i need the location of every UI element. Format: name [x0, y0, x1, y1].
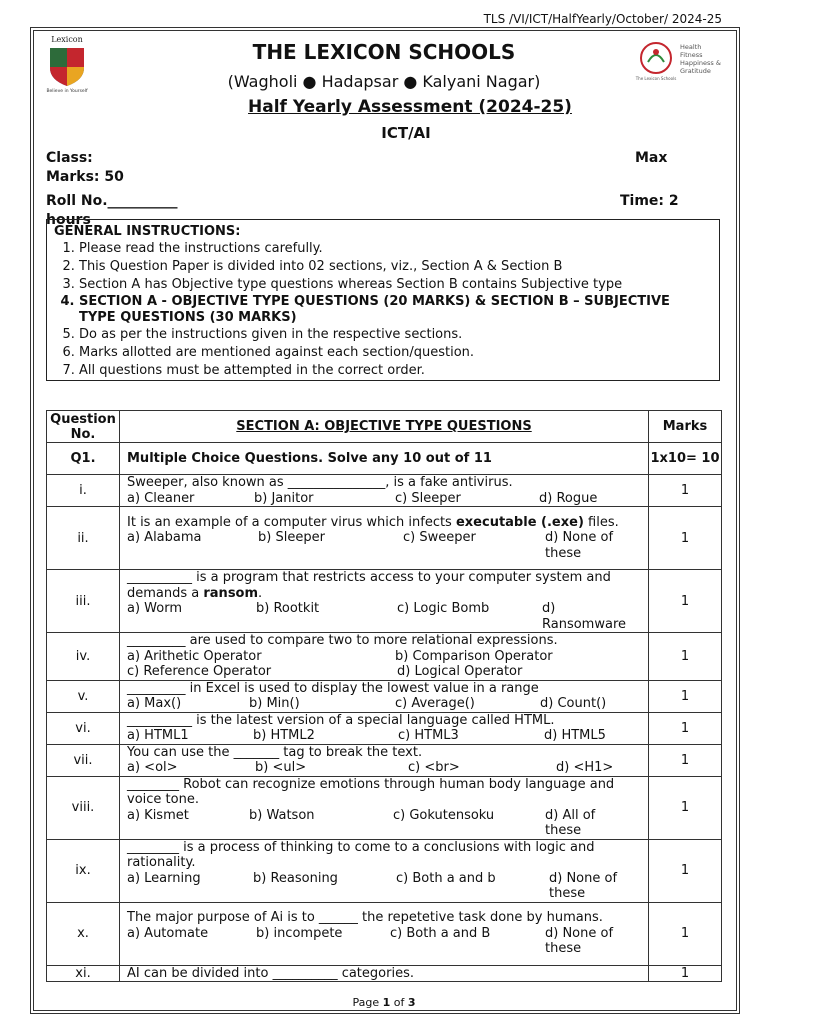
option: d) Count() — [540, 696, 607, 711]
option: c) Logic Bomb — [397, 601, 490, 616]
logo-text: Lexicon — [51, 35, 83, 44]
option: d) Logical Operator — [397, 664, 523, 679]
option: b) <ul> — [255, 760, 307, 775]
question-text: Sweeper, also known as _______________, is a fake antivirus. — [127, 475, 513, 490]
general-instructions — [46, 219, 720, 381]
question-text: AI can be divided into __________ categories. — [127, 965, 414, 981]
question-marks: 1x10= 10 — [649, 443, 722, 475]
of-word: of — [393, 996, 405, 1009]
row-marks: 1 — [649, 633, 722, 681]
options — [127, 491, 648, 507]
table-row — [47, 475, 722, 507]
question-text-emphasis: ransom — [203, 585, 259, 601]
instruction-item: 3. Section A has Objective type questions whereas Section B contains Subjective type — [79, 276, 699, 294]
options — [127, 601, 648, 632]
row-number: v. — [47, 680, 120, 712]
page-total: 3 — [407, 996, 416, 1009]
question-instruction: Multiple Choice Questions. Solve any 10 out of 11 — [120, 443, 649, 475]
option: c) Reference Operator — [127, 664, 272, 679]
option: a) <ol> — [127, 760, 178, 775]
options — [127, 808, 648, 839]
row-number: iv. — [47, 633, 120, 681]
page-word: Page — [352, 996, 380, 1009]
instructions-title: GENERAL INSTRUCTIONS: — [54, 224, 241, 239]
option: d) All of these — [545, 807, 596, 838]
option: c) Both a and b — [396, 870, 496, 886]
row-marks: 1 — [649, 680, 722, 712]
question-text-emphasis: executable (.exe) — [455, 514, 584, 530]
row-number: vii. — [47, 744, 120, 776]
row-marks: 1 — [649, 475, 722, 507]
instruction-item: 1. Please read the instructions carefully. — [79, 240, 699, 258]
marks-header: Marks — [649, 411, 722, 443]
question-text: ________ is a process of thinking to come to a conclusions with logic and rationality. — [127, 839, 595, 870]
option: a) Kismet — [127, 807, 189, 823]
section-a-header: SECTION A: OBJECTIVE TYPE QUESTIONS — [120, 411, 649, 443]
question-number: Q1. — [47, 443, 120, 475]
row-marks: 1 — [649, 744, 722, 776]
question-cell — [120, 744, 649, 776]
row-number: ii. — [47, 507, 120, 570]
question-text-part: It is an example of a computer virus which infects — [127, 514, 456, 530]
options — [127, 649, 648, 680]
option: b) HTML2 — [253, 728, 315, 743]
option: c) <br> — [408, 760, 460, 775]
table-row — [47, 744, 722, 776]
question-text: ________ Robot can recognize emotions through human body language and voice tone. — [127, 776, 615, 807]
option: c) HTML3 — [398, 728, 459, 743]
table-row — [47, 965, 722, 982]
question-cell — [120, 507, 649, 570]
options — [127, 760, 648, 776]
option: b) incompete — [256, 925, 343, 941]
page-number: 1 — [382, 996, 391, 1009]
row-marks: 1 — [649, 839, 722, 902]
time-label-b: hours — [46, 212, 91, 228]
option: c) Sweeper — [403, 530, 476, 546]
table-row — [47, 507, 722, 570]
option: d) HTML5 — [544, 728, 606, 743]
document-reference: TLS /VI/ICT/HalfYearly/October/ 2024-25 — [483, 12, 722, 26]
option: b) Reasoning — [253, 870, 338, 886]
option: a) Alabama — [127, 530, 202, 546]
school-name: THE LEXICON SCHOOLS — [252, 40, 516, 64]
option: b) Min() — [249, 696, 300, 711]
question-cell — [120, 839, 649, 902]
hfhg-line-3: Happiness & — [680, 59, 721, 67]
table-row — [47, 570, 722, 633]
option: a) Cleaner — [127, 490, 195, 506]
table-header-row — [47, 411, 722, 443]
question-text: __________ is the latest version of a special language called HTML. — [127, 712, 555, 728]
option: b) Rootkit — [256, 601, 320, 616]
logo-motto: Believe in Yourself — [46, 89, 88, 94]
row-marks: 1 — [649, 902, 722, 965]
question-text-part: __________ is a program that restricts access to your computer system and demands a — [127, 570, 611, 601]
page-footer — [0, 996, 768, 1009]
option: d) Ransomware — [542, 601, 626, 632]
question-cell — [120, 965, 649, 982]
branch-list: (Wagholi ● Hadapsar ● Kalyani Nagar) — [227, 72, 541, 91]
row-number: viii. — [47, 776, 120, 839]
question-group-row — [47, 443, 722, 475]
option: b) Comparison Operator — [395, 648, 553, 664]
options — [127, 530, 648, 561]
option: b) Watson — [249, 807, 315, 823]
question-text: The major purpose of Ai is to ______ the repetetive task done by humans. — [127, 910, 603, 926]
class-label: Class: — [46, 150, 93, 166]
instruction-item: 7. All questions must be attempted in the correct order. — [79, 362, 699, 380]
table-row — [47, 633, 722, 681]
max-marks-label-a: Max — [635, 150, 668, 166]
option: a) Worm — [127, 601, 182, 616]
time-label-a: Time: 2 — [620, 193, 679, 209]
max-marks-label-b: Marks: 50 — [46, 169, 124, 185]
instruction-item: 2. This Question Paper is divided into 02 sections, viz., Section A & Section B — [79, 258, 699, 276]
row-number: ix. — [47, 839, 120, 902]
question-cell — [120, 902, 649, 965]
option: c) Gokutensoku — [393, 807, 495, 823]
row-marks: 1 — [649, 712, 722, 744]
question-cell — [120, 633, 649, 681]
row-number: i. — [47, 475, 120, 507]
table-row — [47, 776, 722, 839]
options — [127, 926, 648, 957]
question-text — [127, 515, 648, 531]
roll-number-label: Roll No.__________ — [46, 193, 178, 209]
option: d) <H1> — [556, 760, 614, 775]
question-text: _________ are used to compare two to more relational expressions. — [127, 633, 558, 648]
option: c) Average() — [395, 696, 475, 711]
question-text: You can use the _______ tag to break the text. — [127, 744, 423, 760]
table-row — [47, 680, 722, 712]
table-row — [47, 902, 722, 965]
hfhg-line-1: Health — [680, 43, 702, 51]
question-cell — [120, 776, 649, 839]
option: d) None of these — [549, 870, 618, 901]
subject-title: ICT/AI — [381, 124, 431, 142]
question-cell — [120, 680, 649, 712]
exam-title: Half Yearly Assessment (2024-25) — [248, 97, 572, 117]
question-text — [127, 570, 648, 601]
question-number-header: Question No. — [47, 411, 120, 443]
hfhg-line-4: Gratitude — [680, 67, 711, 75]
table-row — [47, 712, 722, 744]
instruction-item: 5. Do as per the instructions given in the respective sections. — [79, 326, 699, 344]
row-number: vi. — [47, 712, 120, 744]
hfhg-line-2: Fitness — [680, 51, 703, 59]
option: c) Sleeper — [395, 490, 461, 506]
instruction-item: 6. Marks allotted are mentioned against each section/question. — [79, 344, 699, 362]
question-text-part: . — [258, 585, 263, 601]
option: d) Rogue — [539, 490, 598, 506]
option: a) Automate — [127, 925, 209, 941]
instruction-item: 4. SECTION A - OBJECTIVE TYPE QUESTIONS (20 MARKS) & SECTION B – SUBJECTIVE TYPE QUESTIONS (30 MARKS) — [79, 294, 699, 326]
option: b) Sleeper — [258, 530, 325, 546]
row-number: x. — [47, 902, 120, 965]
row-marks: 1 — [649, 570, 722, 633]
options — [127, 696, 648, 712]
option: b) Janitor — [254, 490, 314, 506]
row-marks: 1 — [649, 965, 722, 982]
row-number: xi. — [47, 965, 120, 982]
instructions-list — [47, 240, 699, 380]
question-text-part: files. — [583, 514, 619, 530]
hfhg-caption: The Lexicon Schools — [635, 76, 677, 81]
option: a) Max() — [127, 696, 182, 711]
row-marks: 1 — [649, 507, 722, 570]
option: a) Learning — [127, 870, 201, 886]
question-cell — [120, 475, 649, 507]
option: a) Arithetic Operator — [127, 648, 262, 664]
option: d) None of these — [545, 530, 614, 561]
question-cell — [120, 570, 649, 633]
options — [127, 728, 648, 744]
table-row — [47, 839, 722, 902]
row-number: iii. — [47, 570, 120, 633]
options — [127, 871, 648, 902]
question-cell — [120, 712, 649, 744]
questions-table — [46, 410, 722, 982]
option: c) Both a and B — [390, 925, 491, 941]
option: d) None of these — [545, 925, 614, 957]
option: a) HTML1 — [127, 728, 189, 743]
question-text: _________ in Excel is used to display the lowest value in a range — [127, 680, 539, 696]
row-marks: 1 — [649, 776, 722, 839]
